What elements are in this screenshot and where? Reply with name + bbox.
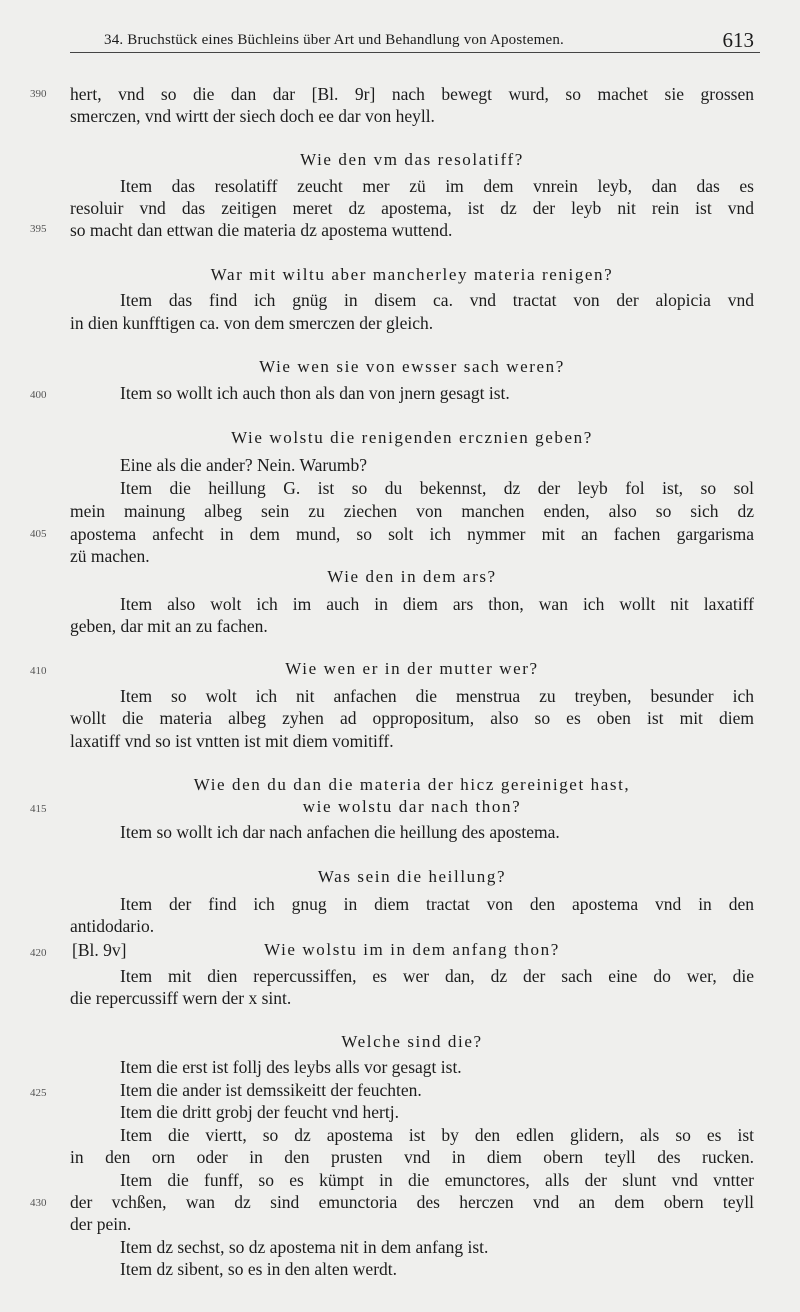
text-line: wollt die materia albeg zyhen ad oppropositum, also so es oben ist mit diem xyxy=(70,708,754,728)
running-head-title: 34. Bruchstück eines Büchleins über Art und Behandlung von Apostemen. xyxy=(104,32,564,48)
text-line: Item die erst ist follj des leybs alls vor gesagt ist. xyxy=(120,1057,462,1077)
text-line: so macht dan ettwan die materia dz apostema wuttend. xyxy=(70,220,453,240)
text-line: geben, dar mit an zu fachen. xyxy=(70,616,268,636)
text-line: Item das find ich gnüg in disem ca. vnd tractat von der alopicia vnd xyxy=(120,290,754,310)
folio-marker: [Bl. 9v] xyxy=(72,940,127,960)
text-line: der pein. xyxy=(70,1214,132,1234)
text-line: in den orn oder in den prusten vnd in diem obern teyll des rucken. xyxy=(70,1147,754,1167)
section-heading: Was sein die heillung? xyxy=(317,867,507,886)
text-line: Item der find ich gnug in diem tractat von den apostema vnd in den xyxy=(120,894,754,914)
section-heading: Wie den vm das resolatiff? xyxy=(300,150,524,169)
section-heading: War mit wiltu aber mancherley materia renigen? xyxy=(210,265,614,284)
text-line: Item die funff, so es kümpt in die emunctores, alls der slunt vnd vntter xyxy=(120,1170,754,1190)
text-line: Item die viertt, so dz apostema ist by den edlen glidern, als so es ist xyxy=(120,1125,754,1145)
line-number: 400 xyxy=(30,389,47,401)
line-number: 395 xyxy=(30,223,47,235)
text-line: Item mit dien repercussiffen, es wer dan, dz der sach eine do wer, die xyxy=(120,966,754,986)
line-number: 425 xyxy=(30,1087,47,1099)
text-line: Item dz sibent, so es in den alten werdt. xyxy=(120,1259,398,1279)
section-heading: Wie wolstu die renigenden ercznien geben? xyxy=(231,428,593,447)
text-line: hert, vnd so die dan dar [Bl. 9r] nach bewegt wurd, so machet sie grossen xyxy=(70,84,754,104)
section-heading: Wie wen sie von ewsser sach weren? xyxy=(259,357,565,376)
text-line: smerczen, vnd wirtt der siech doch ee dar von heyll. xyxy=(70,106,435,126)
line-number: 430 xyxy=(30,1197,47,1209)
section-heading: Wie wen er in der mutter wer? xyxy=(285,659,539,678)
section-heading: Welche sind die? xyxy=(341,1032,483,1051)
text-line: Item die heillung G. ist so du bekennst, dz der leyb fol ist, so sol xyxy=(120,478,754,498)
text-line: Item so wolt ich nit anfachen die menstrua zu treyben, besunder ich xyxy=(120,686,754,706)
section-heading: Wie den du dan die materia der hicz gereiniget hast, xyxy=(193,775,631,794)
text-line: resoluir vnd das zeitigen meret dz apostema, ist dz der leyb nit rein ist vnd xyxy=(70,198,754,218)
text-line: Eine als die ander? Nein. Warumb? xyxy=(120,455,368,475)
text-line: antidodario. xyxy=(70,916,155,936)
text-line: mein mainung albeg sein zu ziechen von manchen enden, also so sich dz xyxy=(70,501,754,521)
text-line: zü machen. xyxy=(70,546,150,566)
line-number: 420 xyxy=(30,947,47,959)
text-line: Item also wolt ich im auch in diem ars thon, wan ich wollt nit laxatiff xyxy=(120,594,754,614)
text-line: Item so wollt ich dar nach anfachen die heillung des apostema. xyxy=(120,822,560,842)
text-line: der vchßen, wan dz sind emunctoria des herczen vnd an dem obern teyll xyxy=(70,1192,754,1212)
text-line: in dien kunfftigen ca. von dem smerczen der gleich. xyxy=(70,313,434,333)
line-number: 405 xyxy=(30,528,47,540)
section-heading: wie wolstu dar nach thon? xyxy=(302,797,522,816)
text-line: Item die ander ist demssikeitt der feuchten. xyxy=(120,1080,422,1100)
text-line: Item die dritt grobj der feucht vnd hertj. xyxy=(120,1102,399,1122)
line-number: 415 xyxy=(30,803,47,815)
text-line: Item so wollt ich auch thon als dan von jnern gesagt ist. xyxy=(120,383,510,403)
section-heading: Wie den in dem ars? xyxy=(327,567,497,586)
text-line: die repercussiff wern der x sint. xyxy=(70,988,292,1008)
line-number: 410 xyxy=(30,665,47,677)
running-head xyxy=(70,26,760,53)
text-line: Item das resolatiff zeucht mer zü im dem vnrein leyb, dan das es xyxy=(120,176,754,196)
page-number: 613 xyxy=(722,28,754,52)
line-number: 390 xyxy=(30,88,47,100)
section-heading: Wie wolstu im in dem anfang thon? xyxy=(264,940,560,959)
text-line: apostema anfecht in dem mund, so solt ich nymmer mit an fachen gargarisma xyxy=(70,524,754,544)
text-line: laxatiff vnd so ist vntten ist mit diem vomitiff. xyxy=(70,731,394,751)
text-line: Item dz sechst, so dz apostema nit in dem anfang ist. xyxy=(120,1237,489,1257)
